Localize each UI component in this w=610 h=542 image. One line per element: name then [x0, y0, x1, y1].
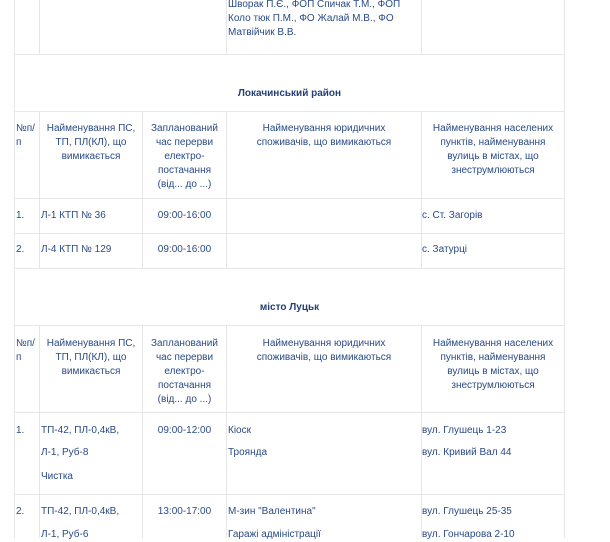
- section-title: Локачинський район: [237, 88, 342, 99]
- row-consumers: Кіоск: [228, 425, 251, 436]
- header-num: №п/ п: [16, 338, 35, 363]
- row-places: вул. Глушець 1-23: [422, 425, 507, 436]
- row-divider: [14, 198, 565, 199]
- row-divider: [14, 268, 565, 269]
- row-object: Л-1 КТП № 36: [41, 210, 106, 221]
- row-divider: [14, 325, 565, 326]
- header-places: Найменування населених пунктів, найменування вулиць в містах, що знеструмлюються: [432, 123, 554, 176]
- row-object: Л-1, Руб-6: [41, 529, 89, 540]
- row-consumers: М-зин "Валентина": [228, 506, 316, 517]
- row-divider: [14, 412, 565, 413]
- row-places: с. Затурці: [422, 244, 468, 255]
- row-places: вул. Кривий Вал 44: [422, 447, 512, 458]
- row-time: 09:00-16:00: [157, 244, 212, 255]
- header-name: Найменування ПС, ТП, ПЛ(КЛ), що вимикається: [46, 338, 136, 377]
- row-places: вул. Глушець 25-35: [422, 506, 512, 517]
- row-number: 1.: [16, 425, 25, 436]
- row-object: ТП-42, ПЛ-0,4кВ,: [41, 506, 120, 517]
- column-divider: [226, 0, 227, 54]
- row-object: ТП-42, ПЛ-0,4кВ,: [41, 425, 120, 436]
- section-title: місто Луцьк: [259, 302, 320, 313]
- row-number: 1.: [16, 210, 25, 221]
- table-border-left: [14, 0, 15, 538]
- row-object: Л-4 КТП № 129: [41, 244, 112, 255]
- header-num: №п/ п: [16, 123, 35, 148]
- row-places: вул. Гончарова 2-10: [422, 529, 515, 540]
- row-time: 09:00-16:00: [157, 210, 212, 221]
- row-divider: [14, 111, 565, 112]
- row-number: 2.: [16, 506, 25, 517]
- column-divider: [421, 0, 422, 54]
- header-consumers: Найменування юридичних споживачів, що вимикаються: [256, 338, 392, 363]
- row-object: Чистка: [41, 471, 73, 482]
- header-places: Найменування населених пунктів, найменування вулиць в містах, що знеструмлюються: [432, 338, 554, 391]
- row-divider: [14, 233, 565, 234]
- row-places: с. Ст. Загорів: [422, 210, 483, 221]
- row-object: Л-1, Руб-8: [41, 447, 89, 458]
- row-divider: [14, 54, 565, 55]
- header-time: Запланований час перерви електро- постачання (від... до ...): [151, 123, 218, 190]
- row-number: 2.: [16, 244, 25, 255]
- column-divider: [39, 0, 40, 54]
- row-consumers: Гаражі адміністрації: [228, 529, 321, 540]
- header-time: Запланований час перерви електро- постачання (від... до ...): [151, 338, 218, 405]
- row-consumers: Троянда: [228, 447, 268, 458]
- header-consumers: Найменування юридичних споживачів, що вимикаються: [256, 123, 392, 148]
- row-time: 13:00-17:00: [157, 506, 212, 517]
- consumers-cell: Шворак П.Є., ФОП Спичак Т.М., ФОП Коло тюк П.М., ФО Жалай М.В., ФО Матвійчик В.В.: [228, 0, 401, 38]
- row-time: 09:00-12:00: [157, 425, 212, 436]
- header-name: Найменування ПС, ТП, ПЛ(КЛ), що вимикається: [46, 123, 136, 162]
- table-border-right: [564, 0, 565, 538]
- row-divider: [14, 494, 565, 495]
